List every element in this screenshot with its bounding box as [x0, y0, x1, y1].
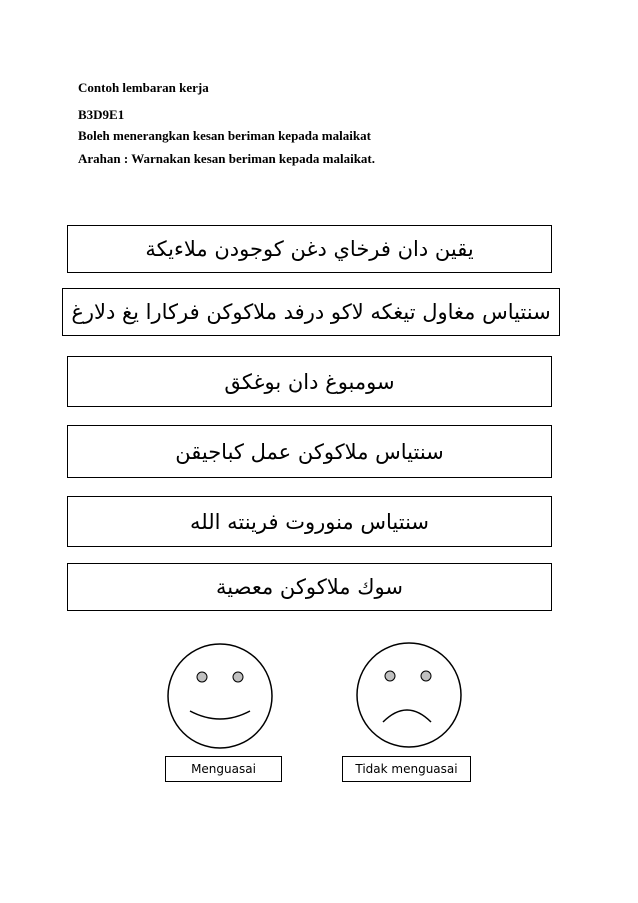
statement-box[interactable]: سنتياس ملاكوكن عمل كباجيقن — [67, 425, 552, 478]
statement-box[interactable]: سنتياس منوروت فرينته الله — [67, 496, 552, 547]
sad-face-icon — [355, 641, 463, 749]
statement-box[interactable]: سومبوغ دان بوغكق — [67, 356, 552, 407]
instruction: Arahan : Warnakan kesan beriman kepada malaikat. — [78, 151, 376, 166]
statement-box[interactable]: سنتياس مغاول تيغكه لاكو درفد ملاكوكن فركارا يغ دلارغ — [62, 288, 560, 336]
mastered-label[interactable]: Menguasai — [165, 756, 282, 782]
learning-objective: Boleh menerangkan kesan beriman kepada malaikat — [78, 128, 371, 143]
statement-box[interactable]: سوك ملاكوكن معصية — [67, 563, 552, 611]
lesson-code: B3D9E1 — [78, 107, 125, 122]
smiley-face-icon — [166, 642, 274, 750]
statement-box[interactable]: يقين دان فرخاي دغن كوجودن ملاءيكة — [67, 225, 552, 273]
not-mastered-label[interactable]: Tidak menguasai — [342, 756, 471, 782]
worksheet-title: Contoh lembaran kerja — [78, 80, 209, 95]
